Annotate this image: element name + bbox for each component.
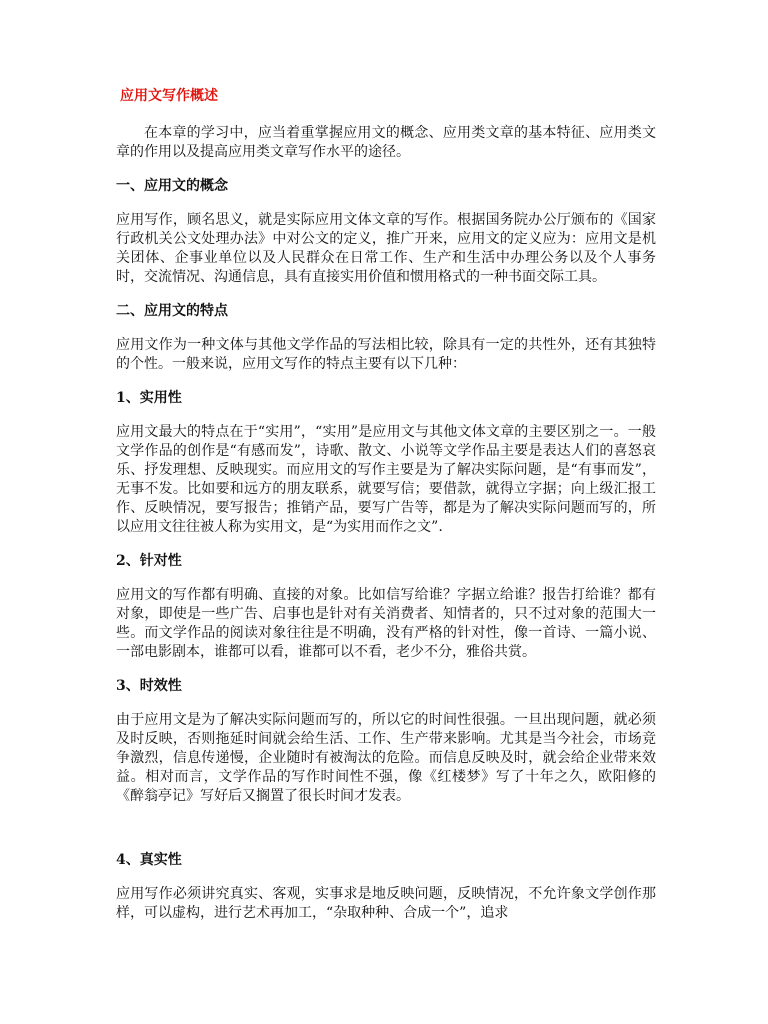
section-heading-features: 二、应用文的特点 <box>116 303 228 319</box>
document-page <box>116 86 656 937</box>
section-text-timeliness: 由于应用文是为了解决实际问题而写的，所以它的时间性很强。一旦出现问题，就必须及时反映，否则拖延时间就会给生活、工作、生产带来影响。尤其是当今社会，市场竞争激烈，信息传递慢，企业随时有被淘汰的危险。而信息反映及时，就会给企业带来效益。相对而言，文学作品的写作时间性不强，像《红楼梦》写了十年之久，欧阳修的《醉翁亭记》写好后又搁置了很长时间才发表。 <box>116 712 656 804</box>
intro-paragraph: 在本章的学习中，应当着重掌握应用文的概念、应用类文章的基本特征、应用类文章的作用以及提高应用类文章写作水平的途径。 <box>116 125 656 160</box>
section-heading-concept: 一、应用文的概念 <box>116 178 228 194</box>
section-heading-practicality: 1、实用性 <box>116 390 182 406</box>
section-text-practicality: 应用文最大的特点在于“实用”，“实用”是应用文与其他文体文章的主要区别之一。一般文学作品的创作是“有感而发”，诗歌、散文、小说等文学作品主要是表达人们的喜怒哀乐、抒发理想、反映现实。而应用文的写作主要是为了解决实际问题，是“有事而发”，无事不发。比如要和远方的朋友联系，就要写信；要借款，就得立字据；向上级汇报工作、反映情况，要写报告；推销产品，要写广告等，都是为了解决实际问题而写的，所以应用文往往被人称为实用文，是“为实用而作之文”. <box>116 424 656 535</box>
section-text-features: 应用文作为一种文体与其他文学作品的写法相比较，除具有一定的共性外，还有其独特的个性。一般来说，应用文写作的特点主要有以下几种： <box>116 337 656 372</box>
section-heading-timeliness: 3、时效性 <box>116 678 182 694</box>
section-heading-authenticity: 4、真实性 <box>116 852 182 868</box>
spacer <box>116 820 656 850</box>
section-text-concept: 应用写作，顾名思义，就是实际应用文体文章的写作。根据国务院办公厅颁布的《国家行政机关公文处理办法》中对公文的定义，推广开来，应用文的定义应为：应用文是机关团体、企事业单位以及人民群众在日常工作、生产和生活中办理公务以及个人事务时，交流情况、沟通信息，具有直接实用价值和惯用格式的一种书面交际工具。 <box>116 212 656 285</box>
section-text-authenticity: 应用写作必须讲究真实、客观，实事求是地反映问题，反映情况，不允许象文学创作那样，可以虚构，进行艺术再加工，“杂取种种、合成一个”，追求 <box>116 886 656 921</box>
section-text-targeting: 应用文的写作都有明确、直接的对象。比如信写给谁？字据立给谁？报告打给谁？都有对象，即使是一些广告、启事也是针对有关消费者、知情者的，只不过对象的范围大一些。而文学作品的阅读对象往往是不明确，没有严格的针对性，像一首诗、一篇小说、一部电影剧本，谁都可以看，谁都可以不看，老少不分，雅俗共赏。 <box>116 587 656 660</box>
document-title: 应用文写作概述 <box>120 88 218 104</box>
section-heading-targeting: 2、针对性 <box>116 553 182 569</box>
